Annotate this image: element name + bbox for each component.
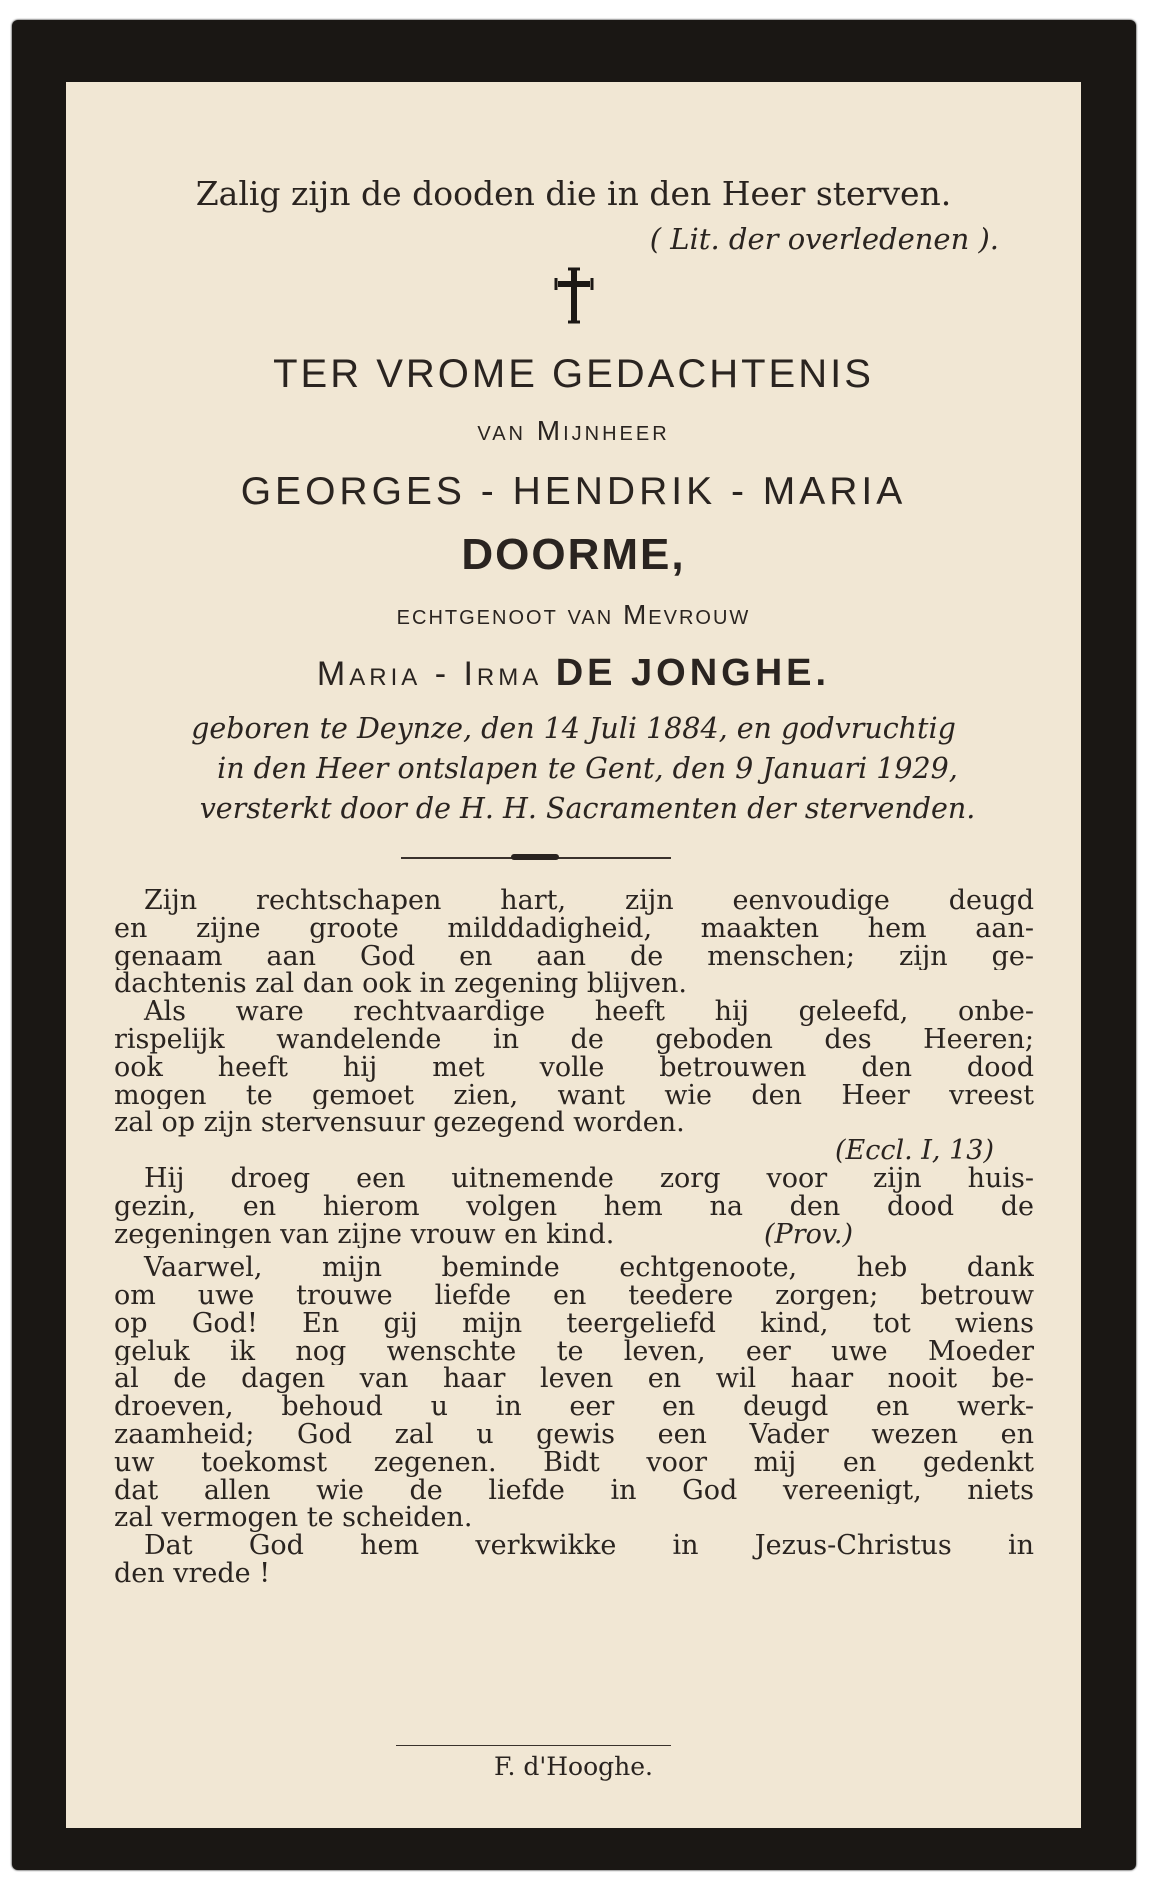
body-line: genaam aan God en aan de menschen; zijn ge- bbox=[114, 942, 1034, 971]
deceased-surname: DOORME, bbox=[461, 530, 686, 579]
body-line: droeven, behoud u in eer en deugd en werk- bbox=[114, 1393, 1034, 1421]
birth-line: geboren te Deynze, den 14 Juli 1884, en godvruchtig bbox=[191, 712, 956, 745]
spouse-name bbox=[66, 652, 1081, 695]
body-line: den vrede ! bbox=[114, 1559, 271, 1588]
body-line: gezin, en hierom volgen hem na den dood de bbox=[114, 1192, 1034, 1221]
spouse-first-names: Maria - Irma bbox=[316, 655, 543, 693]
body-line: en zijne groote milddadigheid, maakten hem aan- bbox=[114, 914, 1034, 943]
body-line: rispelijk wandelende in de geboden des Heeren; bbox=[114, 1025, 1034, 1054]
body-line: zal vermogen te scheiden. bbox=[114, 1504, 473, 1533]
cross-icon bbox=[66, 267, 1081, 339]
body-line: dat allen wie de liefde in God vereenigt, niets bbox=[114, 1476, 1034, 1505]
deceased-given-names: GEORGES - HENDRIK - MARIA bbox=[240, 470, 907, 513]
motto-reference: ( Lit. der overledenen ). bbox=[649, 222, 999, 256]
sacraments-line: versterkt door de H. H. Sacramenten der stervenden. bbox=[199, 792, 976, 825]
spouse-surname: DE JONGHE. bbox=[555, 652, 831, 694]
body-line: op God! En gij mijn teergeliefd kind, tot wiens bbox=[114, 1309, 1034, 1338]
motto-text: Zalig zijn de dooden die in den Heer sterven. bbox=[195, 174, 952, 213]
divider-ornament bbox=[511, 854, 559, 860]
body-line: mogen te gemoet zien, want wie den Heer vreest bbox=[114, 1081, 1034, 1110]
memorial-card bbox=[66, 82, 1081, 1828]
body-line: zal op zijn stervensuur gezegend worden. bbox=[114, 1109, 685, 1138]
body-line: Hij droeg een uitnemende zorg voor zijn huis- bbox=[144, 1164, 1034, 1193]
printer-name: F. d'Hooghe. bbox=[494, 1752, 653, 1781]
body-line: zaamheid; God zal u gewis een Vader wezen en bbox=[114, 1420, 1034, 1449]
signature-rule bbox=[396, 1745, 671, 1746]
body-line: geluk ik nog wenschte te leven, eer uwe Moeder bbox=[114, 1337, 1034, 1366]
body-line: ook heeft hij met volle betrouwen den dood bbox=[114, 1053, 1034, 1082]
body-line: Vaarwel, mijn beminde echtgenoote, heb dank bbox=[144, 1254, 1034, 1282]
body-line: zegeningen van zijne vrouw en kind. bbox=[114, 1220, 615, 1249]
death-line: in den Heer ontslapen te Gent, den 9 Januari 1929, bbox=[217, 752, 958, 785]
citation-prov: (Prov.) bbox=[764, 1220, 854, 1249]
body-line: Dat God hem verkwikke in Jezus-Christus in bbox=[144, 1532, 1034, 1560]
citation-eccl: (Eccl. I, 13) bbox=[834, 1137, 994, 1165]
heading-van-mijnheer: van Mijnheer bbox=[477, 415, 670, 446]
heading-spouse-intro: echtgenoot van Mevrouw bbox=[396, 599, 751, 630]
body-line: Als ware rechtvaardige heeft hij geleefd, onbe- bbox=[144, 998, 1034, 1026]
heading-memorial: TER VROME GEDACHTENIS bbox=[273, 352, 874, 396]
body-line: om uwe trouwe liefde en teedere zorgen; betrouw bbox=[114, 1281, 1034, 1310]
memorial-text bbox=[114, 887, 1034, 1588]
body-line: al de dagen van haar leven en wil haar nooit be- bbox=[114, 1365, 1034, 1394]
body-line: dachtenis zal dan ook in zegening blijven. bbox=[114, 970, 688, 999]
cross-icon-svg bbox=[554, 267, 594, 325]
body-line: uw toekomst zegenen. Bidt voor mij en gedenkt bbox=[114, 1448, 1034, 1477]
body-line: Zijn rechtschapen hart, zijn eenvoudige deugd bbox=[144, 887, 1034, 915]
